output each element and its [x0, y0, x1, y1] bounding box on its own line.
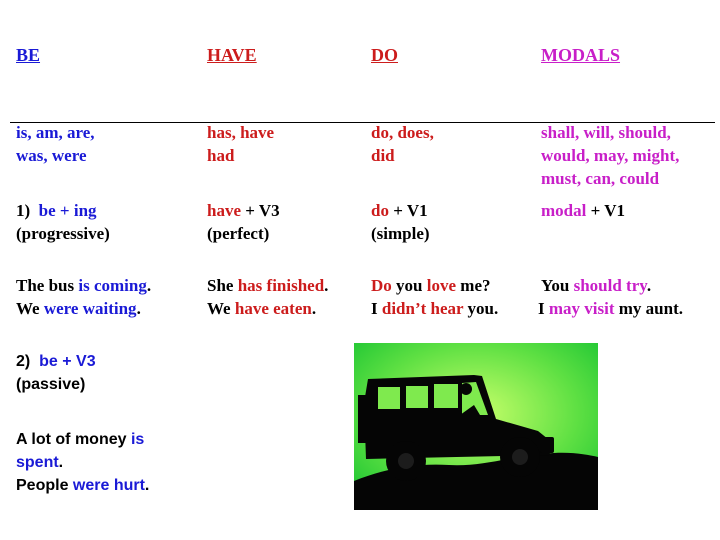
header-do: DO	[371, 45, 398, 65]
header-be: BE	[16, 45, 41, 65]
passive-examples	[16, 428, 149, 497]
example-sentence: The bus is coming.	[16, 276, 152, 295]
passive-formula: be + V3	[39, 353, 96, 370]
modals-forms-line: shall, will, should,	[541, 123, 671, 142]
be-formula-name: (progressive)	[16, 224, 110, 243]
modal-formula-aux: modal	[541, 201, 587, 220]
example-verb: didn’t hear	[381, 299, 464, 318]
do-forms-line: did	[371, 146, 395, 165]
passive-formula-name: (passive)	[16, 376, 86, 393]
modals-forms	[541, 121, 679, 190]
do-examples	[371, 274, 498, 320]
modal-formula-block	[541, 199, 625, 222]
example-sentence: People were hurt.	[16, 477, 150, 494]
example-sentence: You should try.	[541, 276, 652, 295]
do-forms-line: do, does,	[371, 123, 434, 142]
example-sentence: I may visit my aunt.	[538, 299, 683, 318]
jeep-picture	[354, 343, 598, 510]
example-verb: has finished	[237, 276, 325, 295]
be-formula-block	[16, 199, 110, 245]
modal-examples	[538, 274, 683, 320]
example-verb: were hurt	[72, 477, 145, 494]
example-sentence: spent.	[16, 454, 64, 471]
be-forms-line: was, were	[16, 146, 87, 165]
passive-formula-block	[16, 350, 96, 396]
do-formula-name: (simple)	[371, 224, 430, 243]
example-verb: may visit	[548, 299, 615, 318]
do-formula-rest: + V1	[388, 201, 428, 220]
have-formula-rest: + V3	[241, 201, 280, 220]
example-verb: is	[130, 431, 145, 448]
example-sentence: She has finished.	[207, 276, 329, 295]
do-forms	[371, 121, 434, 167]
example-sentence: We were waiting.	[16, 299, 141, 318]
example-sentence: A lot of money is	[16, 431, 145, 448]
jeep-silhouette-icon	[354, 343, 598, 510]
be-formula: be + ing	[38, 201, 97, 220]
formula-number: 2)	[16, 353, 31, 370]
example-verb: spent	[16, 454, 59, 471]
have-formula-name: (perfect)	[207, 224, 270, 243]
have-examples	[207, 274, 328, 320]
example-verb: Do	[371, 276, 392, 295]
example-verb: have eaten	[234, 299, 312, 318]
example-verb: is coming	[78, 276, 147, 295]
have-formula-aux: have	[207, 201, 241, 220]
formula-number: 1)	[16, 201, 31, 220]
example-verb: love	[426, 276, 457, 295]
have-forms	[207, 121, 274, 167]
modal-formula-rest: + V1	[586, 201, 626, 220]
modals-forms-line: would, may, might,	[541, 146, 680, 165]
do-formula-block	[371, 199, 430, 245]
have-forms-line: has, have	[207, 123, 275, 142]
be-forms-line: is, am, are,	[16, 123, 95, 142]
example-verb: were waiting	[43, 299, 137, 318]
modals-forms-line: must, can, could	[541, 169, 660, 188]
do-formula-aux: do	[371, 201, 389, 220]
example-sentence: I didn’t hear you.	[371, 299, 499, 318]
be-forms	[16, 121, 95, 167]
example-verb: should try	[573, 276, 647, 295]
have-forms-line: had	[207, 146, 235, 165]
example-sentence: Do you love me?	[371, 276, 491, 295]
example-sentence: We have eaten.	[207, 299, 317, 318]
have-formula-block	[207, 199, 280, 245]
be-examples	[16, 274, 151, 320]
header-modals: MODALS	[541, 45, 621, 65]
header-have: HAVE	[207, 45, 257, 65]
